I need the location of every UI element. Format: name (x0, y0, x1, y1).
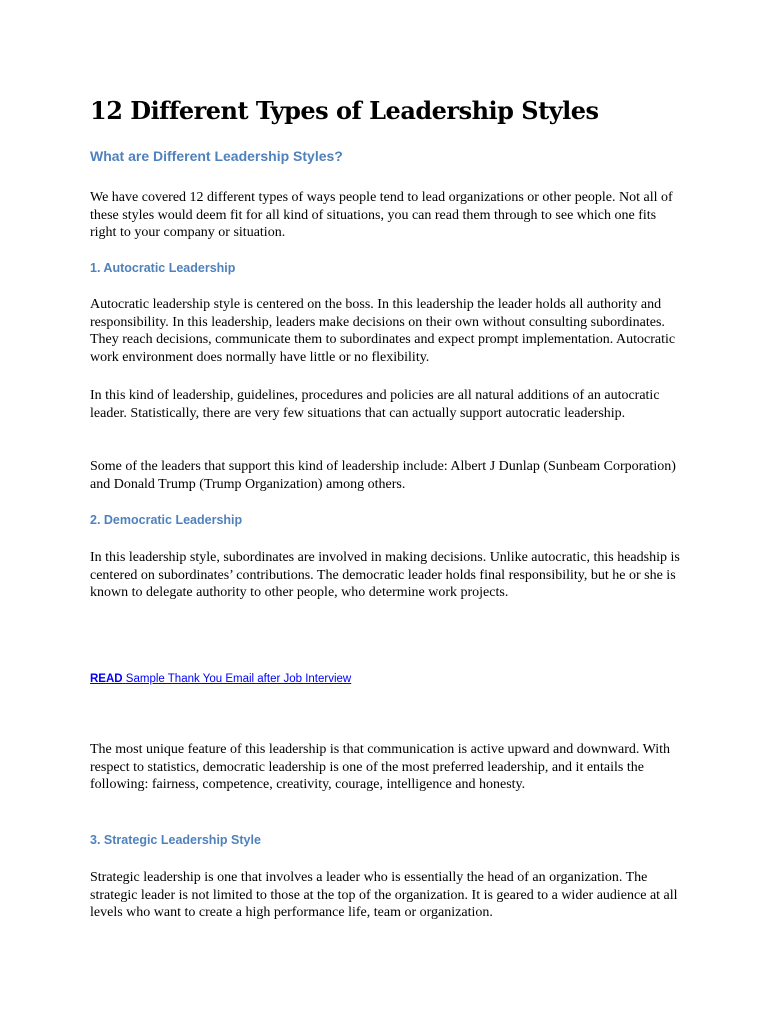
autocratic-paragraph-1: Autocratic leadership style is centered on the boss. In this leadership the leader holds all authority and responsibility. In this leadership, leaders make decisions on their own without consulting subordinates. They reach decisions, communicate them to subordinates and expect prompt implementation. Autocratic work environment does normally have little or no flexibility. (90, 297, 676, 365)
autocratic-paragraph-3: Some of the leaders that support this kind of leadership include: Albert J Dunlap (Sunbeam Corporation) and Donald Trump (Trump Organization) among others. (90, 459, 676, 492)
page-title: 12 Different Types of Leadership Styles (90, 96, 599, 125)
read-link-prefix: READ (90, 673, 123, 685)
page-subtitle: What are Different Leadership Styles? (90, 148, 343, 164)
section-heading-strategic: 3. Strategic Leadership Style (90, 833, 261, 847)
read-link-text: Sample Thank You Email after Job Interview (125, 673, 352, 685)
strategic-paragraph-1: Strategic leadership is one that involves a leader who is essentially the head of an organization. The strategic leader is not limited to those at the top of the organization. It is geared to a wider audience at all levels who want to create a high performance life, team or organization. (90, 870, 678, 921)
intro-paragraph: We have covered 12 different types of ways people tend to lead organizations or other people. Not all of these styles would deem fit for all kind of situations, you can read them through to see which one fits right to your company or situation. (90, 190, 673, 241)
read-more-link[interactable] (90, 670, 351, 688)
section-heading-democratic: 2. Democratic Leadership (90, 513, 243, 527)
democratic-paragraph-2: The most unique feature of this leadership is that communication is active upward and downward. With respect to statistics, democratic leadership is one of the most preferred leadership, and it entails the following: fairness, competence, creativity, courage, intelligence and honesty. (90, 742, 671, 793)
section-heading-autocratic: 1. Autocratic Leadership (90, 261, 236, 275)
autocratic-paragraph-2: In this kind of leadership, guidelines, procedures and policies are all natural additions of an autocratic leader. Statistically, there are very few situations that can actually support autocratic leadership. (90, 388, 660, 421)
democratic-paragraph-1: In this leadership style, subordinates are involved in making decisions. Unlike autocratic, this headship is centered on subordinates’ contributions. The democratic leader holds final responsibility, but he or she is known to delegate authority to other people, who determine work projects. (90, 550, 680, 601)
